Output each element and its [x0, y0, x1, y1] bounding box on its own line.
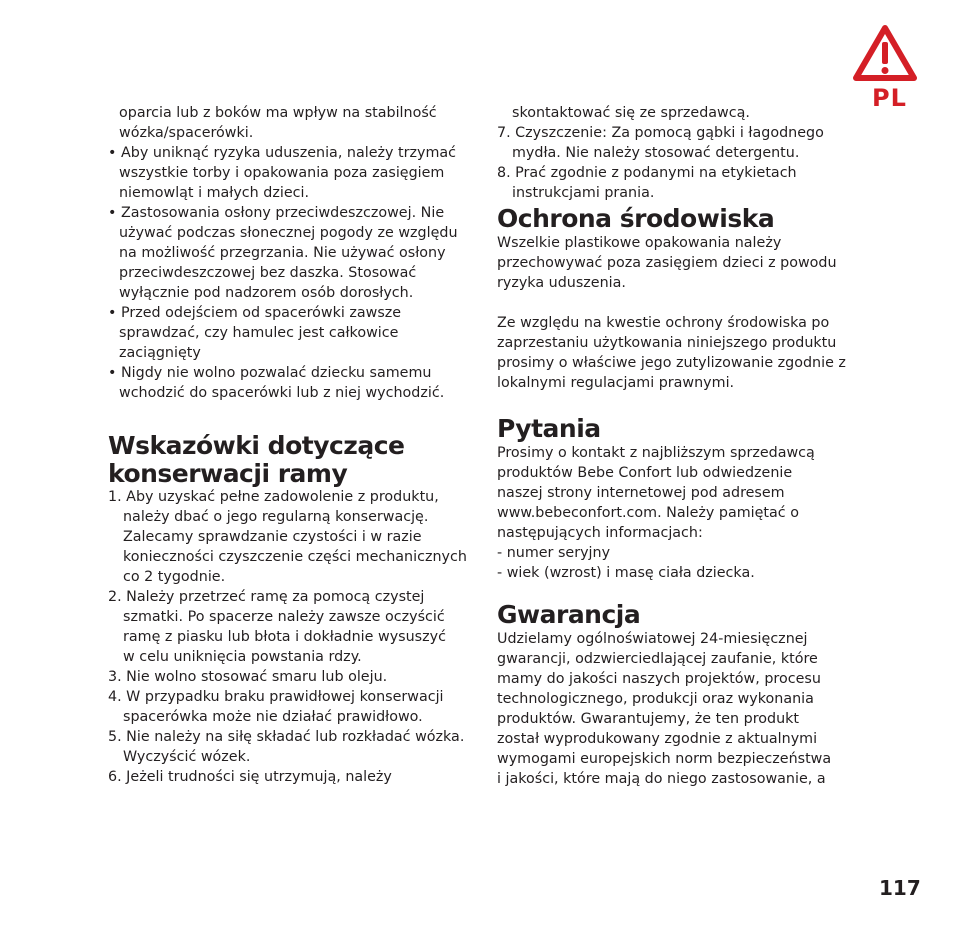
environment-paragraph-1 [497, 233, 857, 293]
text-line: Wyczyścić wózek. [123, 749, 251, 765]
text-line: zaciągnięty [119, 345, 201, 361]
text-line: naszej strony internetowej pod adresem [497, 485, 785, 501]
text-line: mydła. Nie należy stosować detergentu. [512, 145, 800, 161]
text-line: następujących informacjach: [497, 525, 703, 541]
text-line: niemowląt i małych dzieci. [119, 185, 309, 201]
list-item [108, 687, 470, 727]
text-line: przeciwdeszczowej bez daszka. Stosować [119, 265, 417, 281]
text-line: mamy do jakości naszych projektów, procesu [497, 671, 821, 687]
text-line: prosimy o właściwe jego zutylizowanie zgodnie z [497, 355, 846, 371]
text-line: • Nigdy nie wolno pozwalać dziecku samemu [108, 365, 432, 381]
section-heading-environment: Ochrona środowiska [497, 204, 775, 233]
text-line: • Aby uniknąć ryzyka uduszenia, należy trzymać [108, 145, 457, 161]
language-label: PL [872, 84, 907, 112]
list-item [108, 487, 470, 587]
list-item [108, 727, 470, 767]
section-heading-questions: Pytania [497, 414, 601, 443]
bullet-item [108, 203, 470, 303]
text-line: technologicznego, produkcji oraz wykonania [497, 691, 814, 707]
text-line: 6. Jeżeli trudności się utrzymują, należy [108, 769, 392, 785]
continued-paragraph [108, 103, 470, 143]
text-line: • Przed odejściem od spacerówki zawsze [108, 305, 402, 321]
bullet-item [108, 303, 470, 363]
text-line: ryzyka uduszenia. [497, 275, 626, 291]
text-line: Prosimy o kontakt z najbliższym sprzedawcą [497, 445, 815, 461]
text-line: szmatki. Po spacerze należy zawsze oczyścić [123, 609, 445, 625]
text-line: konieczności czyszczenie części mechanicznych [123, 549, 467, 565]
text-line: 3. Nie wolno stosować smaru lub oleju. [108, 669, 388, 685]
text-line: Udzielamy ogólnoświatowej 24-miesięcznej [497, 631, 808, 647]
text-line: na możliwość przegrzania. Nie używać osłony [119, 245, 446, 261]
text-line: wszystkie torby i opakowania poza zasięgiem [119, 165, 445, 181]
bullet-item [108, 143, 470, 203]
text-line: produktów. Gwarantujemy, że ten produkt [497, 711, 800, 727]
section-heading-warranty: Gwarancja [497, 600, 641, 629]
text-line: www.bebeconfort.com. Należy pamiętać o [497, 505, 799, 521]
text-line: Ze względu na kwestie ochrony środowiska po [497, 315, 830, 331]
text-line: 1. Aby uzyskać pełne zadowolenie z produktu, [108, 489, 439, 505]
list-item [497, 163, 857, 203]
bullet-item [108, 363, 470, 403]
text-line: • Zastosowania osłony przeciwdeszczowej. Nie [108, 205, 445, 221]
text-line: Wszelkie plastikowe opakowania należy [497, 235, 782, 251]
text-line: wchodzić do spacerówki lub z niej wychodzić. [119, 385, 445, 401]
environment-paragraph-2 [497, 313, 857, 393]
list-item [108, 667, 470, 687]
warning-triangle-icon [852, 22, 918, 88]
text-line: przechowywać poza zasięgiem dzieci z powodu [497, 255, 837, 271]
text-line: lokalnymi regulacjami prawnymi. [497, 375, 735, 391]
text-line: wyłącznie pod nadzorem osób dorosłych. [119, 285, 414, 301]
right-column [497, 103, 857, 789]
text-line: oparcia lub z boków ma wpływ na stabilność [119, 105, 437, 121]
section-heading-maintenance [108, 432, 470, 488]
text-line: Zalecamy sprawdzanie czystości i w razie [123, 529, 422, 545]
text-line: wymogami europejskich norm bezpieczeństwa [497, 751, 832, 767]
text-line: został wyprodukowany zgodnie z aktualnymi [497, 731, 818, 747]
warranty-paragraph [497, 629, 857, 789]
text-line: należy dbać o jego regularną konserwację. [123, 509, 429, 525]
text-line: skontaktować się ze sprzedawcą. [512, 105, 750, 121]
list-item [497, 123, 857, 163]
text-line: 4. W przypadku braku prawidłowej konserwacji [108, 689, 444, 705]
text-line: wózka/spacerówki. [119, 125, 254, 141]
text-line: instrukcjami prania. [512, 185, 655, 201]
left-column [108, 103, 470, 787]
text-line: 2. Należy przetrzeć ramę za pomocą czystej [108, 589, 425, 605]
text-line: produktów Bebe Confort lub odwiedzenie [497, 465, 793, 481]
page-number: 117 [879, 876, 921, 900]
numbered-list [108, 487, 470, 787]
questions-paragraph [497, 443, 857, 583]
text-line: i jakości, które mają do niego zastosowanie, a [497, 771, 826, 787]
text-line: 5. Nie należy na siłę składać lub rozkładać wózka. [108, 729, 465, 745]
text-line: używać podczas słonecznej pogody ze względu [119, 225, 458, 241]
heading-line: konserwacji ramy [108, 459, 348, 488]
heading-line: Wskazówki dotyczące [108, 431, 405, 460]
text-line: - numer seryjny [497, 545, 611, 561]
text-line: 8. Prać zgodnie z podanymi na etykietach [497, 165, 797, 181]
text-line: spacerówka może nie działać prawidłowo. [123, 709, 423, 725]
text-line: sprawdzać, czy hamulec jest całkowice [119, 325, 399, 341]
text-line: gwarancji, odzwierciedlającej zaufanie, które [497, 651, 818, 667]
list-item [108, 587, 470, 667]
continued-item [497, 103, 857, 123]
text-line: co 2 tygodnie. [123, 569, 226, 585]
text-line: zaprzestaniu użytkowania niniejszego produktu [497, 335, 837, 351]
text-line: 7. Czyszczenie: Za pomocą gąbki i łagodnego [497, 125, 824, 141]
text-line: - wiek (wzrost) i masę ciała dziecka. [497, 565, 755, 581]
list-item [108, 767, 470, 787]
text-line: w celu uniknięcia powstania rdzy. [123, 649, 362, 665]
text-line: ramę z piasku lub błota i dokładnie wysuszyć [123, 629, 446, 645]
